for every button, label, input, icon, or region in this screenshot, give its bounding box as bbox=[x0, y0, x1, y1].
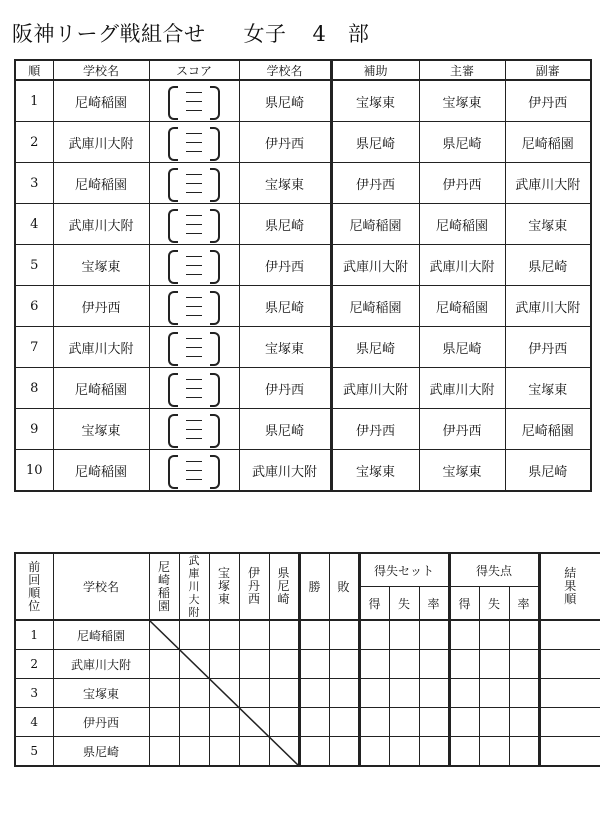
chief-ref-school: 県尼崎 bbox=[419, 327, 505, 368]
aux-school: 宝塚東 bbox=[331, 450, 419, 492]
sets-ratio-cell[interactable] bbox=[419, 679, 449, 708]
win-cell[interactable] bbox=[299, 737, 329, 767]
header-sets-ratio: 率 bbox=[419, 587, 449, 621]
sets-lost-cell[interactable] bbox=[389, 620, 419, 650]
header-loss: 敗 bbox=[329, 553, 359, 620]
schedule-row bbox=[15, 245, 591, 286]
vs-cell[interactable] bbox=[179, 620, 209, 650]
score-bracket bbox=[164, 248, 224, 282]
results-row bbox=[15, 737, 600, 767]
result-school: 宝塚東 bbox=[53, 679, 149, 708]
result-school: 伊丹西 bbox=[53, 708, 149, 737]
sets-ratio-cell[interactable] bbox=[419, 737, 449, 767]
prev-rank: 5 bbox=[15, 737, 53, 767]
home-school: 伊丹西 bbox=[53, 286, 149, 327]
header-points-ratio: 率 bbox=[509, 587, 539, 621]
schedule-row bbox=[15, 122, 591, 163]
header-score: スコア bbox=[149, 60, 239, 80]
home-school: 武庫川大附 bbox=[53, 122, 149, 163]
aux-school: 武庫川大附 bbox=[331, 245, 419, 286]
chief-ref-school: 武庫川大附 bbox=[419, 368, 505, 409]
chief-ref-school: 県尼崎 bbox=[419, 122, 505, 163]
header-school-away: 学校名 bbox=[239, 60, 331, 80]
sets-won-cell[interactable] bbox=[359, 737, 389, 767]
aux-school: 宝塚東 bbox=[331, 80, 419, 122]
score-box[interactable] bbox=[149, 80, 239, 122]
chief-ref-school: 宝塚東 bbox=[419, 450, 505, 492]
schedule-header-row bbox=[15, 60, 591, 80]
points-ratio-cell[interactable] bbox=[509, 708, 539, 737]
sets-ratio-cell[interactable] bbox=[419, 708, 449, 737]
league-title: 阪神リーグ戦組合せ bbox=[12, 22, 206, 46]
header-school-home: 学校名 bbox=[53, 60, 149, 80]
away-school: 伊丹西 bbox=[239, 245, 331, 286]
score-box[interactable] bbox=[149, 409, 239, 450]
vs-cell[interactable] bbox=[269, 620, 299, 650]
away-school: 県尼崎 bbox=[239, 80, 331, 122]
sets-lost-cell[interactable] bbox=[389, 650, 419, 679]
sub-ref-school: 武庫川大附 bbox=[505, 163, 591, 204]
win-cell[interactable] bbox=[299, 620, 329, 650]
match-order: 8 bbox=[15, 368, 53, 409]
sets-won-cell[interactable] bbox=[359, 650, 389, 679]
header-points-won: 得 bbox=[449, 587, 479, 621]
vs-cell[interactable] bbox=[209, 679, 239, 708]
points-ratio-cell[interactable] bbox=[509, 737, 539, 767]
vs-cell[interactable] bbox=[239, 708, 269, 737]
header-opp-3: 宝 塚 東 bbox=[209, 553, 239, 620]
points-won-cell[interactable] bbox=[449, 737, 479, 767]
schedule-row bbox=[15, 450, 591, 492]
gender-label: 女子 bbox=[243, 22, 287, 46]
aux-school: 尼崎稲園 bbox=[331, 204, 419, 245]
results-header-row bbox=[15, 553, 600, 587]
schedule-row bbox=[15, 163, 591, 204]
vs-cell[interactable] bbox=[149, 708, 179, 737]
score-box[interactable] bbox=[149, 450, 239, 492]
points-ratio-cell[interactable] bbox=[509, 679, 539, 708]
sets-lost-cell[interactable] bbox=[389, 708, 419, 737]
header-win: 勝 bbox=[299, 553, 329, 620]
aux-school: 伊丹西 bbox=[331, 409, 419, 450]
sets-won-cell[interactable] bbox=[359, 708, 389, 737]
match-order: 9 bbox=[15, 409, 53, 450]
header-aux: 補助 bbox=[331, 60, 419, 80]
aux-school: 県尼崎 bbox=[331, 122, 419, 163]
score-bracket bbox=[164, 412, 224, 446]
points-lost-cell[interactable] bbox=[479, 650, 509, 679]
header-sets: 得失セット bbox=[359, 553, 449, 587]
schedule-row bbox=[15, 286, 591, 327]
header-opp-4: 伊 丹 西 bbox=[239, 553, 269, 620]
vs-cell[interactable] bbox=[149, 620, 179, 650]
home-school: 武庫川大附 bbox=[53, 327, 149, 368]
loss-cell[interactable] bbox=[329, 708, 359, 737]
win-cell[interactable] bbox=[299, 708, 329, 737]
results-table bbox=[14, 552, 600, 767]
points-lost-cell[interactable] bbox=[479, 737, 509, 767]
sub-ref-school: 県尼崎 bbox=[505, 450, 591, 492]
sub-ref-school: 宝塚東 bbox=[505, 204, 591, 245]
sets-won-cell[interactable] bbox=[359, 620, 389, 650]
vs-cell[interactable] bbox=[209, 620, 239, 650]
schedule-row bbox=[15, 204, 591, 245]
sets-ratio-cell[interactable] bbox=[419, 620, 449, 650]
header-opp-5: 県 尼 崎 bbox=[269, 553, 299, 620]
header-order: 順 bbox=[15, 60, 53, 80]
vs-cell[interactable] bbox=[269, 650, 299, 679]
score-bracket bbox=[164, 84, 224, 118]
score-box[interactable] bbox=[149, 245, 239, 286]
aux-school: 尼崎稲園 bbox=[331, 286, 419, 327]
away-school: 県尼崎 bbox=[239, 409, 331, 450]
score-box[interactable] bbox=[149, 327, 239, 368]
vs-cell[interactable] bbox=[239, 679, 269, 708]
score-box[interactable] bbox=[149, 122, 239, 163]
header-final-rank: 結 果 順 bbox=[539, 553, 600, 620]
score-bracket bbox=[164, 207, 224, 241]
home-school: 宝塚東 bbox=[53, 409, 149, 450]
points-ratio-cell[interactable] bbox=[509, 620, 539, 650]
home-school: 尼崎稲園 bbox=[53, 80, 149, 122]
score-bracket bbox=[164, 453, 224, 487]
aux-school: 県尼崎 bbox=[331, 327, 419, 368]
chief-ref-school: 尼崎稲園 bbox=[419, 286, 505, 327]
header-opp-2: 武 庫 川 大 附 bbox=[179, 553, 209, 620]
away-school: 武庫川大附 bbox=[239, 450, 331, 492]
match-order: 2 bbox=[15, 122, 53, 163]
loss-cell[interactable] bbox=[329, 679, 359, 708]
away-school: 宝塚東 bbox=[239, 327, 331, 368]
points-ratio-cell[interactable] bbox=[509, 650, 539, 679]
vs-cell[interactable] bbox=[209, 650, 239, 679]
vs-cell[interactable] bbox=[209, 737, 239, 767]
final-rank-cell[interactable] bbox=[539, 650, 600, 679]
header-points: 得失点 bbox=[449, 553, 539, 587]
match-order: 3 bbox=[15, 163, 53, 204]
points-won-cell[interactable] bbox=[449, 620, 479, 650]
match-order: 6 bbox=[15, 286, 53, 327]
vs-cell[interactable] bbox=[179, 650, 209, 679]
schedule-table bbox=[14, 59, 592, 492]
score-bracket bbox=[164, 125, 224, 159]
chief-ref-school: 伊丹西 bbox=[419, 409, 505, 450]
match-order: 7 bbox=[15, 327, 53, 368]
final-rank-cell[interactable] bbox=[539, 679, 600, 708]
sub-ref-school: 尼崎稲園 bbox=[505, 122, 591, 163]
points-lost-cell[interactable] bbox=[479, 679, 509, 708]
match-order: 10 bbox=[15, 450, 53, 492]
results-row bbox=[15, 679, 600, 708]
chief-ref-school: 宝塚東 bbox=[419, 80, 505, 122]
division-label: 4 部 bbox=[312, 22, 370, 46]
loss-cell[interactable] bbox=[329, 737, 359, 767]
points-won-cell[interactable] bbox=[449, 708, 479, 737]
sub-ref-school: 宝塚東 bbox=[505, 368, 591, 409]
header-school: 学校名 bbox=[53, 553, 149, 620]
away-school: 宝塚東 bbox=[239, 163, 331, 204]
page-title bbox=[12, 18, 369, 48]
away-school: 県尼崎 bbox=[239, 286, 331, 327]
final-rank-cell[interactable] bbox=[539, 737, 600, 767]
sets-ratio-cell[interactable] bbox=[419, 650, 449, 679]
score-box[interactable] bbox=[149, 286, 239, 327]
header-opp-1: 尼 崎 稲 園 bbox=[149, 553, 179, 620]
score-bracket bbox=[164, 330, 224, 364]
vs-cell[interactable] bbox=[269, 737, 299, 767]
vs-cell[interactable] bbox=[239, 620, 269, 650]
match-order: 5 bbox=[15, 245, 53, 286]
final-rank-cell[interactable] bbox=[539, 620, 600, 650]
score-box[interactable] bbox=[149, 163, 239, 204]
sub-ref-school: 県尼崎 bbox=[505, 245, 591, 286]
final-rank-cell[interactable] bbox=[539, 708, 600, 737]
schedule-row bbox=[15, 80, 591, 122]
loss-cell[interactable] bbox=[329, 650, 359, 679]
score-bracket bbox=[164, 371, 224, 405]
sub-ref-school: 伊丹西 bbox=[505, 80, 591, 122]
score-box[interactable] bbox=[149, 204, 239, 245]
match-order: 4 bbox=[15, 204, 53, 245]
home-school: 尼崎稲園 bbox=[53, 368, 149, 409]
header-sets-lost: 失 bbox=[389, 587, 419, 621]
sets-lost-cell[interactable] bbox=[389, 737, 419, 767]
away-school: 伊丹西 bbox=[239, 368, 331, 409]
loss-cell[interactable] bbox=[329, 620, 359, 650]
vs-cell[interactable] bbox=[269, 708, 299, 737]
vs-cell[interactable] bbox=[209, 708, 239, 737]
chief-ref-school: 武庫川大附 bbox=[419, 245, 505, 286]
result-school: 県尼崎 bbox=[53, 737, 149, 767]
home-school: 尼崎稲園 bbox=[53, 450, 149, 492]
chief-ref-school: 尼崎稲園 bbox=[419, 204, 505, 245]
chief-ref-school: 伊丹西 bbox=[419, 163, 505, 204]
vs-cell[interactable] bbox=[149, 737, 179, 767]
aux-school: 武庫川大附 bbox=[331, 368, 419, 409]
header-chief-ref: 主審 bbox=[419, 60, 505, 80]
prev-rank: 2 bbox=[15, 650, 53, 679]
away-school: 県尼崎 bbox=[239, 204, 331, 245]
results-row bbox=[15, 708, 600, 737]
score-bracket bbox=[164, 166, 224, 200]
vs-cell[interactable] bbox=[179, 708, 209, 737]
prev-rank: 1 bbox=[15, 620, 53, 650]
points-lost-cell[interactable] bbox=[479, 708, 509, 737]
header-prev-rank: 前 回 順 位 bbox=[15, 553, 53, 620]
win-cell[interactable] bbox=[299, 650, 329, 679]
result-school: 武庫川大附 bbox=[53, 650, 149, 679]
home-school: 宝塚東 bbox=[53, 245, 149, 286]
score-box[interactable] bbox=[149, 368, 239, 409]
aux-school: 伊丹西 bbox=[331, 163, 419, 204]
vs-cell[interactable] bbox=[239, 737, 269, 767]
sets-lost-cell[interactable] bbox=[389, 679, 419, 708]
home-school: 武庫川大附 bbox=[53, 204, 149, 245]
vs-cell[interactable] bbox=[149, 679, 179, 708]
points-lost-cell[interactable] bbox=[479, 620, 509, 650]
header-sets-won: 得 bbox=[359, 587, 389, 621]
vs-cell[interactable] bbox=[179, 679, 209, 708]
vs-cell[interactable] bbox=[239, 650, 269, 679]
results-row bbox=[15, 620, 600, 650]
vs-cell[interactable] bbox=[269, 679, 299, 708]
header-points-lost: 失 bbox=[479, 587, 509, 621]
points-won-cell[interactable] bbox=[449, 650, 479, 679]
result-school: 尼崎稲園 bbox=[53, 620, 149, 650]
prev-rank: 4 bbox=[15, 708, 53, 737]
match-order: 1 bbox=[15, 80, 53, 122]
schedule-row bbox=[15, 327, 591, 368]
sub-ref-school: 武庫川大附 bbox=[505, 286, 591, 327]
schedule-row bbox=[15, 409, 591, 450]
points-won-cell[interactable] bbox=[449, 679, 479, 708]
vs-cell[interactable] bbox=[179, 737, 209, 767]
sub-ref-school: 尼崎稲園 bbox=[505, 409, 591, 450]
sub-ref-school: 伊丹西 bbox=[505, 327, 591, 368]
away-school: 伊丹西 bbox=[239, 122, 331, 163]
header-sub-ref: 副審 bbox=[505, 60, 591, 80]
home-school: 尼崎稲園 bbox=[53, 163, 149, 204]
score-bracket bbox=[164, 289, 224, 323]
results-row bbox=[15, 650, 600, 679]
sets-won-cell[interactable] bbox=[359, 679, 389, 708]
schedule-row bbox=[15, 368, 591, 409]
vs-cell[interactable] bbox=[149, 650, 179, 679]
prev-rank: 3 bbox=[15, 679, 53, 708]
win-cell[interactable] bbox=[299, 679, 329, 708]
